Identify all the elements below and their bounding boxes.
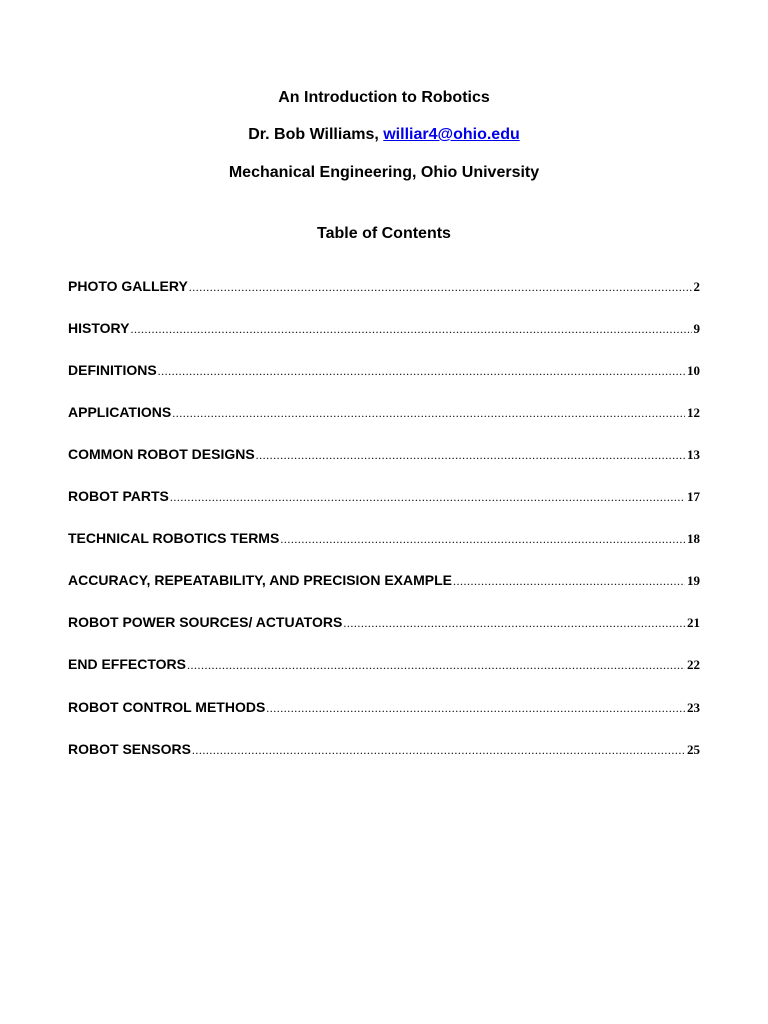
toc-entry-accuracy-repeatability-precision[interactable]	[68, 571, 700, 589]
toc-entry-end-effectors[interactable]	[68, 655, 700, 673]
toc-entry-common-robot-designs[interactable]	[68, 445, 700, 463]
toc-leader-dots	[189, 278, 692, 296]
toc-entry-page: 19	[687, 573, 700, 588]
toc-entry-photo-gallery[interactable]	[68, 277, 700, 295]
toc-leader-dots	[453, 572, 685, 590]
toc-entry-definitions[interactable]	[68, 361, 700, 379]
toc-leader-dots	[170, 488, 685, 506]
toc-entry-label: END EFFECTORS	[68, 656, 186, 672]
toc-entry-page: 9	[693, 321, 700, 336]
toc-entry-label: DEFINITIONS	[68, 362, 157, 378]
toc-entry-page: 22	[687, 657, 700, 672]
affiliation-line: Mechanical Engineering, Ohio University	[228, 164, 540, 181]
toc-entry-label: ROBOT SENSORS	[68, 741, 191, 757]
toc-entry-page: 23	[687, 700, 700, 715]
toc-entry-page: 13	[687, 447, 700, 462]
toc-entry-label: ROBOT PARTS	[68, 488, 169, 504]
author-email-link[interactable]: williar4@ohio.edu	[383, 126, 520, 143]
toc-entry-label: PHOTO GALLERY	[68, 278, 188, 294]
toc-leader-dots	[158, 362, 685, 380]
toc-entry-label: ACCURACY, REPEATABILITY, AND PRECISION EXAMPLE	[68, 572, 452, 588]
toc-leader-dots	[256, 446, 685, 464]
toc-entry-page: 18	[687, 531, 700, 546]
document-title: An Introduction to Robotics	[278, 89, 490, 106]
toc-leader-dots	[192, 741, 685, 759]
toc-entry-label: APPLICATIONS	[68, 404, 172, 420]
toc-entry-page: 10	[687, 363, 700, 378]
toc-leader-dots	[187, 656, 685, 674]
toc-entry-label: TECHNICAL ROBOTICS TERMS	[68, 530, 280, 546]
toc-entry-label: HISTORY	[68, 320, 130, 336]
toc-entry-page: 2	[693, 279, 700, 294]
toc-entry-page: 17	[687, 489, 700, 504]
author-name: Dr. Bob Williams,	[248, 126, 384, 143]
toc-entry-technical-robotics-terms[interactable]	[68, 529, 700, 547]
toc-entry-robot-control-methods[interactable]	[68, 698, 700, 716]
toc-entry-robot-power-sources[interactable]	[68, 613, 700, 631]
toc-leader-dots	[172, 404, 685, 422]
author-line	[0, 125, 768, 145]
toc-entry-applications[interactable]	[68, 403, 700, 421]
toc-entry-page: 21	[687, 615, 700, 630]
toc-leader-dots	[130, 320, 691, 338]
toc-leader-dots	[280, 530, 685, 548]
toc-entry-robot-sensors[interactable]	[68, 740, 700, 758]
toc-entry-page: 12	[687, 405, 700, 420]
toc-heading: Table of Contents	[317, 225, 451, 242]
toc-leader-dots	[266, 699, 685, 717]
toc-entry-label: ROBOT CONTROL METHODS	[68, 699, 266, 715]
toc-entry-history[interactable]	[68, 319, 700, 337]
toc-entry-page: 25	[687, 742, 700, 757]
toc-entry-label: COMMON ROBOT DESIGNS	[68, 446, 255, 462]
toc-entry-label: ROBOT POWER SOURCES/ ACTUATORS	[68, 614, 343, 630]
toc-leader-dots	[343, 614, 685, 632]
toc-entry-robot-parts[interactable]	[68, 487, 700, 505]
